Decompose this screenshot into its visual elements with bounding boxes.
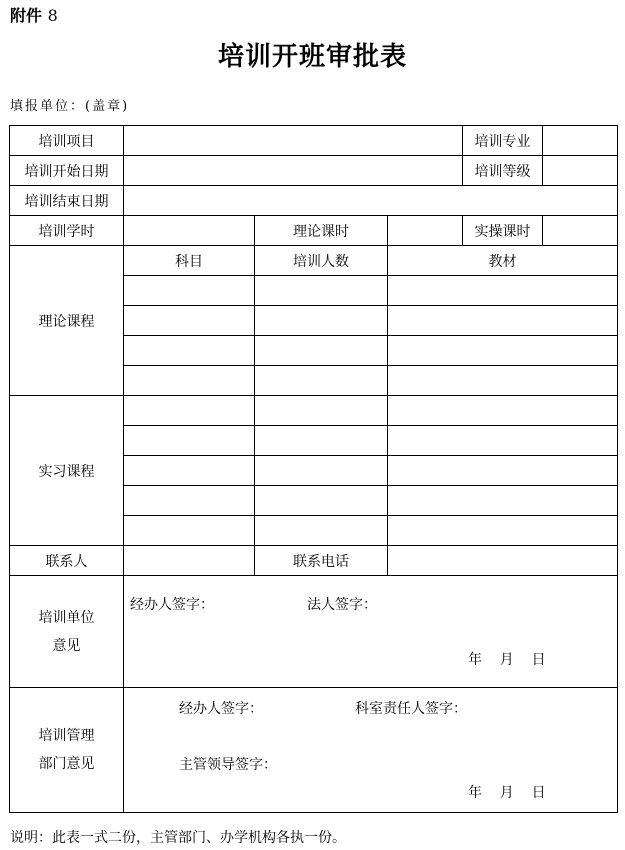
practice-hours-label: 实操课时 (463, 216, 543, 246)
end-date-label: 培训结束日期 (10, 186, 124, 216)
theory-count-field[interactable] (255, 336, 388, 366)
start-date-field[interactable] (124, 156, 463, 186)
mgmt-leader-sign: 主管领导签字： (179, 757, 277, 773)
project-field[interactable] (124, 126, 463, 156)
major-label: 培训专业 (463, 126, 543, 156)
subject-header: 科目 (124, 246, 255, 276)
unit-legal-sign: 法人签字： (307, 597, 377, 613)
major-field[interactable] (543, 126, 618, 156)
unit-opinion-date: 年 月 日 (468, 652, 546, 668)
practice-textbook-field[interactable] (388, 426, 618, 456)
theory-course-label: 理论课程 (10, 246, 124, 396)
project-label: 培训项目 (10, 126, 124, 156)
practice-hours-field[interactable] (543, 216, 618, 246)
start-date-label: 培训开始日期 (10, 156, 124, 186)
phone-field[interactable] (388, 546, 618, 576)
approval-form-table (9, 125, 618, 813)
theory-textbook-field[interactable] (388, 366, 618, 396)
theory-subject-field[interactable] (124, 366, 255, 396)
practice-course-label: 实习课程 (10, 396, 124, 546)
theory-count-field[interactable] (255, 366, 388, 396)
unit-handler-sign: 经办人签字： (130, 597, 214, 613)
practice-count-field[interactable] (255, 396, 388, 426)
row-contact (10, 546, 618, 576)
unit-opinion-label-line2: 意见 (52, 637, 81, 654)
practice-count-field[interactable] (255, 456, 388, 486)
practice-subject-field[interactable] (124, 486, 255, 516)
fill-unit-label: 填报单位：(盖章) (10, 99, 130, 114)
page-title: 培训开班审批表 (217, 42, 407, 72)
practice-subject-field[interactable] (124, 516, 255, 546)
theory-subject-field[interactable] (124, 306, 255, 336)
practice-subject-field[interactable] (124, 456, 255, 486)
theory-textbook-field[interactable] (388, 306, 618, 336)
mgmt-opinion-label (10, 688, 124, 813)
theory-count-field[interactable] (255, 306, 388, 336)
phone-label: 联系电话 (255, 546, 388, 576)
mgmt-handler-sign: 经办人签字： (179, 701, 263, 717)
footnote: 说明：此表一式二份，主管部门、办学机构各执一份。 (10, 830, 346, 846)
practice-textbook-field[interactable] (388, 486, 618, 516)
practice-count-field[interactable] (255, 516, 388, 546)
contact-label: 联系人 (10, 546, 124, 576)
attachment-number: 8 (47, 6, 58, 25)
row-start-date (10, 156, 618, 186)
row-mgmt-opinion (10, 688, 618, 813)
theory-textbook-field[interactable] (388, 276, 618, 306)
row-unit-opinion (10, 576, 618, 688)
practice-textbook-field[interactable] (388, 516, 618, 546)
row-project (10, 126, 618, 156)
unit-opinion-label-line1: 培训单位 (38, 609, 95, 626)
row-course-header (10, 246, 618, 276)
hours-label: 培训学时 (10, 216, 124, 246)
end-date-field[interactable] (124, 186, 618, 216)
hours-field[interactable] (124, 216, 255, 246)
practice-row (10, 396, 618, 426)
textbook-header: 教材 (388, 246, 618, 276)
unit-opinion-field[interactable] (124, 576, 618, 688)
row-hours (10, 216, 618, 246)
practice-count-field[interactable] (255, 426, 388, 456)
unit-opinion-label (10, 576, 124, 688)
practice-subject-field[interactable] (124, 426, 255, 456)
level-field[interactable] (543, 156, 618, 186)
mgmt-opinion-label-line2: 部门意见 (38, 756, 95, 772)
theory-subject-field[interactable] (124, 276, 255, 306)
practice-subject-field[interactable] (124, 396, 255, 426)
theory-count-field[interactable] (255, 276, 388, 306)
level-label: 培训等级 (463, 156, 543, 186)
mgmt-opinion-label-line1: 培训管理 (38, 728, 95, 744)
row-end-date (10, 186, 618, 216)
mgmt-opinion-field[interactable] (124, 688, 618, 813)
practice-textbook-field[interactable] (388, 456, 618, 486)
contact-field[interactable] (124, 546, 255, 576)
attachment-label: 附件 8 (10, 6, 58, 25)
theory-hours-label: 理论课时 (255, 216, 388, 246)
theory-subject-field[interactable] (124, 336, 255, 366)
theory-hours-field[interactable] (388, 216, 463, 246)
theory-textbook-field[interactable] (388, 336, 618, 366)
mgmt-section-sign: 科室责任人签字： (355, 701, 467, 717)
count-header: 培训人数 (255, 246, 388, 276)
mgmt-opinion-date: 年 月 日 (468, 785, 546, 801)
practice-textbook-field[interactable] (388, 396, 618, 426)
practice-count-field[interactable] (255, 486, 388, 516)
